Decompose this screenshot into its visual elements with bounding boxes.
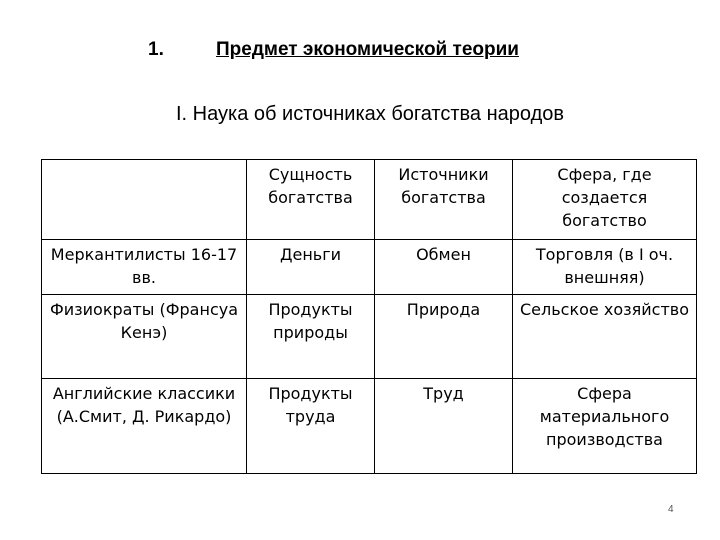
schools-table <box>41 159 697 474</box>
subtitle: I. Наука об источниках богатства народов <box>176 103 564 125</box>
sources-cell: Труд <box>375 379 513 474</box>
sources-cell: Природа <box>375 295 513 379</box>
essence-cell: Продукты природы <box>247 295 375 379</box>
header-cell-empty <box>42 160 247 240</box>
school-cell: Меркантилисты 16-17 вв. <box>42 240 247 295</box>
table-row <box>42 295 697 379</box>
sphere-cell: Торговля (в I оч. внешняя) <box>513 240 697 295</box>
sources-cell: Обмен <box>375 240 513 295</box>
header-cell-sphere: Сфера, где создается богатство <box>513 160 697 240</box>
essence-cell: Деньги <box>247 240 375 295</box>
sphere-cell: Сфера материального производства <box>513 379 697 474</box>
section-title: Предмет экономической теории <box>216 39 519 60</box>
table-header-row <box>42 160 697 240</box>
table-row <box>42 379 697 474</box>
header-cell-sources: Источники богатства <box>375 160 513 240</box>
table-row <box>42 240 697 295</box>
school-cell: Физиократы (Франсуа Кенэ) <box>42 295 247 379</box>
school-cell: Английские классики (А.Смит, Д. Рикардо) <box>42 379 247 474</box>
sphere-cell: Сельское хозяйство <box>513 295 697 379</box>
page-number: 4 <box>668 504 674 515</box>
header-cell-essence: Сущность богатства <box>247 160 375 240</box>
section-number: 1. <box>148 39 164 60</box>
essence-cell: Продукты труда <box>247 379 375 474</box>
